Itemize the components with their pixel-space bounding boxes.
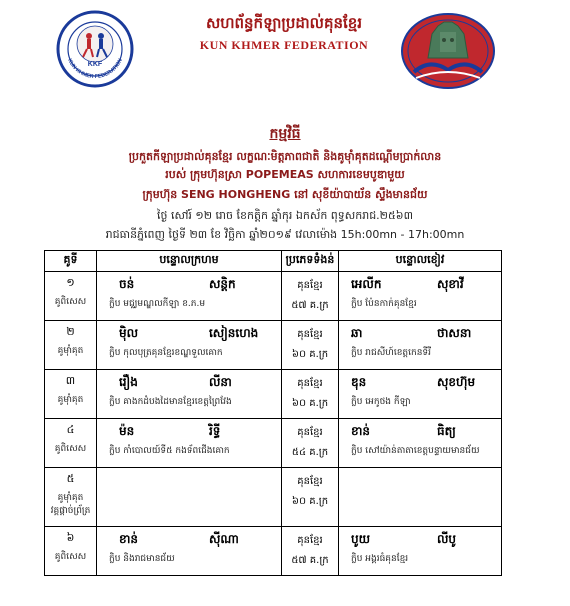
- red-fighter-surname: ម៉ិល: [119, 326, 139, 340]
- blue-fighter-given-name: ធិត្យ: [437, 424, 456, 438]
- blue-fighter-club: ក្លិប រាជសីហ៍ខេត្តកេនទីរី: [351, 348, 431, 358]
- weight-type: គុនខ្មែរ: [297, 280, 323, 291]
- blue-fighter-surname: ឆា: [351, 326, 363, 340]
- bout-cell: [45, 468, 97, 527]
- red-fighter-surname: ចន់: [119, 277, 135, 291]
- table-row: [45, 370, 502, 419]
- weight-value: ៥៧ គ.ក្រ: [291, 555, 329, 566]
- blue-fighter-club: ក្លិប ប៉ែនកាក់គុនខ្មែរ: [351, 299, 417, 309]
- event-date-time: រាជធានីភ្នំពេញ ថ្ងៃទី ២៣ ខែ វិច្ឆិកា ឆ្នាំ២០១៩ វេលាម៉ោង 15h:00mn - 17h:00mn: [105, 228, 465, 241]
- weight-cell: [282, 468, 339, 527]
- blue-fighter-surname: ខាន់: [351, 424, 371, 438]
- bout-cell: [45, 272, 97, 321]
- table-row: [45, 419, 502, 468]
- header-red-corner: បន្ទោលក្រហម: [97, 251, 282, 272]
- blue-fighter-club: ក្លិប សៅយ៉ាន់តាតាខេត្តបន្ទាយមានជ័យ: [351, 446, 480, 456]
- red-fighter-club: ក្លិប និងរាជមានជ័យ: [109, 554, 175, 564]
- weight-cell: [282, 527, 339, 576]
- bout-number: ៣: [65, 374, 76, 387]
- blue-fighter-club: ក្លិប អង្គរធំគុនខ្មែរ: [351, 554, 409, 564]
- red-corner-cell: [97, 272, 282, 321]
- fight-schedule-table: [44, 250, 502, 576]
- red-fighter-club: ក្លិប មជ្ឈមណ្ឌលកីឡា ខ.ភ.ម: [109, 299, 206, 309]
- blue-fighter-given-name: សុខហ៊ុម: [437, 375, 476, 389]
- red-corner-cell: [97, 527, 282, 576]
- bout-category: គូពិសេស: [54, 552, 87, 562]
- bout-number: ១: [66, 276, 75, 289]
- bout-number: ៤: [66, 423, 75, 436]
- blue-fighter-given-name: លីបូ: [437, 532, 457, 546]
- weight-type: គុនខ្មែរ: [297, 329, 323, 340]
- red-corner-cell: [97, 468, 282, 527]
- blue-corner-cell: [339, 370, 502, 419]
- bout-cell: [45, 527, 97, 576]
- program-title: កម្មវិធី: [269, 126, 301, 142]
- blue-corner-cell: [339, 272, 502, 321]
- weight-value: ៦០ គ.ក្រ: [291, 496, 329, 507]
- red-fighter-given-name: ស៊ីណា: [209, 532, 239, 546]
- bout-cell: [45, 321, 97, 370]
- bout-cell: [45, 419, 97, 468]
- red-fighter-club: ក្លិប កាំបោលយ៍ទី៥ កងទ័ពជើងគោក: [109, 446, 230, 456]
- weight-type: គុនខ្មែរ: [297, 476, 323, 487]
- weight-value: ៦០ គ.ក្រ: [291, 398, 329, 409]
- table-header-row: [45, 251, 502, 272]
- weight-value: ៥៤ គ.ក្រ: [291, 447, 329, 458]
- red-fighter-surname: រឿង: [119, 375, 138, 389]
- program-line-3: ក្រុមហ៊ុន SENG HONGHENG នៅ​ សុខីយ៉ាបាយ័ន ស្ទឹងមានជ័យ: [142, 188, 428, 201]
- weight-type: គុនខ្មែរ: [297, 535, 323, 546]
- federation-name-khmer: សហព័ន្ធកីឡាប្រដាល់គុនខ្មែរ: [205, 14, 363, 32]
- bout-category: គូម៉ាំគុត: [57, 395, 84, 405]
- header-weight-class: ប្រភេទទំងន់: [282, 251, 339, 272]
- bout-category: គូម៉ាំគុត: [57, 346, 84, 356]
- bout-number: ៦: [66, 531, 75, 544]
- kkf-logo-ring-text: KUN KHMER FEDERATION: [66, 57, 124, 81]
- red-corner-cell: [97, 370, 282, 419]
- red-corner-cell: [97, 419, 282, 468]
- red-fighter-given-name: សៀនហេង: [209, 326, 259, 340]
- federation-name-english: KUN KHMER FEDERATION: [199, 38, 369, 52]
- angkor-logo: [400, 12, 496, 90]
- weight-type: គុនខ្មែរ: [297, 427, 323, 438]
- header-blue-corner: បន្ទោលខៀវ: [339, 251, 502, 272]
- weight-cell: [282, 272, 339, 321]
- bout-category: គូពិសេស: [54, 444, 87, 454]
- red-corner-cell: [97, 321, 282, 370]
- red-fighter-club: ក្លិប គាងកដំបងដៃមានខ្មែរខេត្តព្រៃវែង: [109, 397, 232, 407]
- weight-value: ៥៧ គ.ក្រ: [291, 300, 329, 311]
- header-bout-number: គូទី: [45, 251, 97, 272]
- blue-fighter-surname: ឌុន: [351, 375, 367, 389]
- red-fighter-surname: ខាន់: [119, 532, 139, 546]
- program-line-2: របស់ ក្រុមហ៊ុនស្រា POPEMEAS សហការ​ខេមបូឌាមួយ: [165, 168, 405, 181]
- bout-category: គូម៉ាំគុត: [57, 493, 84, 503]
- weight-value: ៦០ គ.ក្រ: [291, 349, 329, 360]
- weight-cell: [282, 321, 339, 370]
- blue-corner-cell: [339, 321, 502, 370]
- red-fighter-given-name: រិទ្ធី: [209, 424, 221, 438]
- blue-corner-cell: [339, 527, 502, 576]
- blue-corner-cell: [339, 419, 502, 468]
- weight-cell: [282, 370, 339, 419]
- blue-fighter-given-name: សុខាវី: [437, 277, 464, 291]
- bout-stage: វគ្គផ្តាច់ព្រ័ត្រ: [50, 506, 91, 516]
- weight-type: គុនខ្មែរ: [297, 378, 323, 389]
- red-fighter-surname: ម៉ន: [119, 424, 135, 438]
- bout-number: ២: [66, 325, 75, 338]
- red-fighter-club: ក្លិប កុលបុត្រគុនខ្មែរខណ្ឌទួលគោក: [109, 348, 223, 358]
- blue-corner-cell: [339, 468, 502, 527]
- kkf-logo-abbr: KKF: [87, 61, 103, 68]
- table-row: [45, 468, 502, 527]
- blue-fighter-surname: អេលីក: [351, 277, 382, 291]
- bout-number: ៥: [66, 472, 75, 485]
- bout-cell: [45, 370, 97, 419]
- weight-cell: [282, 419, 339, 468]
- red-fighter-given-name: សន្តិក: [209, 277, 236, 291]
- lunar-date: ថ្ងៃ សៅរ៍ ១២ រោច ខែកត្តិក ឆ្នាំកុរ ឯកស័ក ពុទ្ធសករាជ.២៥៦៣: [157, 209, 413, 222]
- blue-fighter-club: ក្លិប អេកូថង កីឡា: [351, 397, 411, 407]
- bout-category: គូពិសេស: [54, 297, 87, 307]
- program-line-1: ប្រកួតកីឡាប្រដាល់គុនខ្មែរ លក្ខណៈមិត្តភាពជាតិ និងគូម៉ាំគុតដណ្តើមប្រាក់លាន: [128, 150, 442, 163]
- blue-fighter-surname: បូយ: [351, 532, 371, 546]
- table-row: [45, 321, 502, 370]
- red-fighter-given-name: លីនា: [209, 375, 232, 389]
- blue-fighter-given-name: ថាសនា: [437, 326, 472, 340]
- table-row: [45, 527, 502, 576]
- kkf-logo: [56, 10, 134, 88]
- table-row: [45, 272, 502, 321]
